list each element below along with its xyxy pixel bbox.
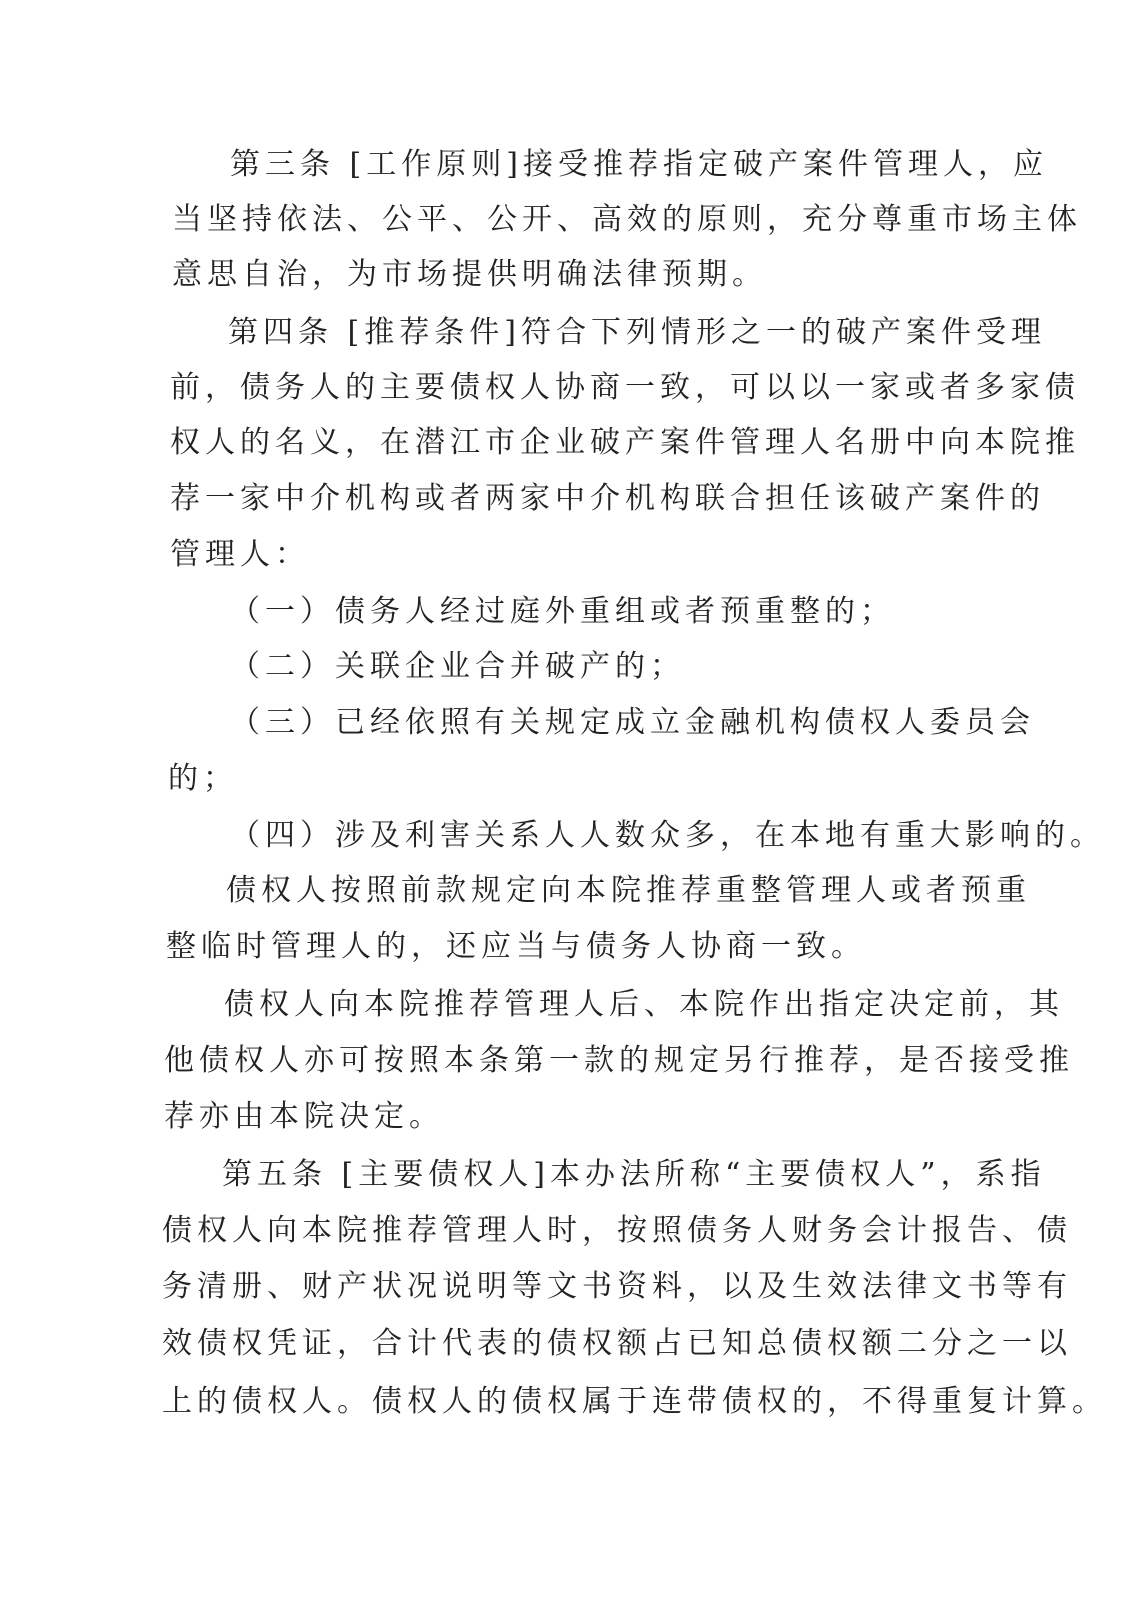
article-5-line-2: 债权人向本院推荐管理人时，按照债务人财务会计报告、债 (162, 1213, 1072, 1248)
article-4-item-1: （一）债务人经过庭外重组或者预重整的； (230, 594, 895, 629)
article-4-para-2-line-2: 整临时管理人的，还应当与债务人协商一致。 (166, 929, 866, 964)
article-5-line-3: 务清册、财产状况说明等文书资料，以及生效法律文书等有 (162, 1269, 1072, 1304)
article-5-heading-line: 第五条 [主要债权人]本办法所称“主要债权人”，系指 (222, 1157, 1046, 1192)
article-4-item-3-cont: 的； (168, 761, 238, 796)
article-4-line-4: 荐一家中介机构或者两家中介机构联合担任该破产案件的 (170, 481, 1045, 516)
article-3-heading-line: 第三条 [工作原则]接受推荐指定破产案件管理人，应 (230, 147, 1048, 182)
article-4-para-2-line-1: 债权人按照前款规定向本院推荐重整管理人或者预重 (226, 873, 1031, 908)
article-4-heading-line: 第四条 [推荐条件]符合下列情形之一的破产案件受理 (228, 315, 1046, 350)
article-5-line-4: 效债权凭证，合计代表的债权额占已知总债权额二分之一以 (162, 1326, 1072, 1361)
article-3-line-2: 当坚持依法、公平、公开、高效的原则，充分尊重市场主体 (172, 202, 1082, 237)
article-5-line-5: 上的债权人。债权人的债权属于连带债权的，不得重复计算。 (162, 1384, 1107, 1419)
article-3-line-3: 意思自治，为市场提供明确法律预期。 (172, 257, 767, 292)
article-4-para-3-line-2: 他债权人亦可按照本条第一款的规定另行推荐，是否接受推 (164, 1043, 1074, 1078)
article-4-line-2: 前，债务人的主要债权人协商一致，可以以一家或者多家债 (170, 370, 1080, 405)
article-4-line-5: 管理人： (170, 537, 310, 572)
article-4-para-3-line-3: 荐亦由本院决定。 (164, 1099, 444, 1134)
article-4-item-4: （四）涉及利害关系人人数众多，在本地有重大影响的。 (230, 818, 1105, 853)
article-4-item-3: （三）已经依照有关规定成立金融机构债权人委员会 (230, 705, 1035, 740)
article-4-line-3: 权人的名义，在潜江市企业破产案件管理人名册中向本院推 (170, 425, 1080, 460)
article-4-item-2: （二）关联企业合并破产的； (230, 649, 685, 684)
article-4-para-3-line-1: 债权人向本院推荐管理人后、本院作出指定决定前，其 (224, 987, 1064, 1022)
